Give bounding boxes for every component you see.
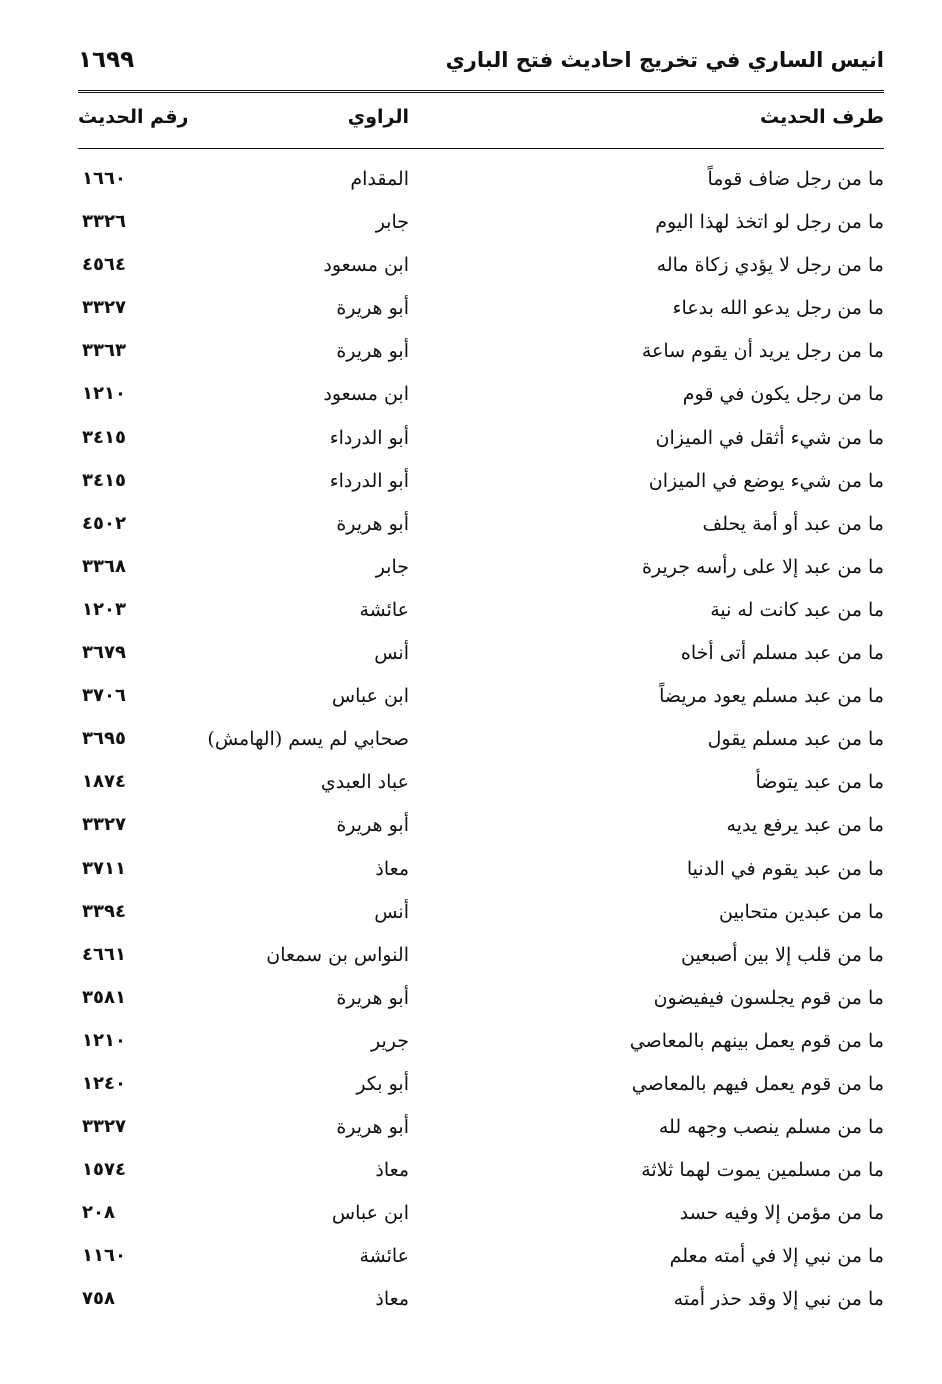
narrator-name: ابن عباس bbox=[331, 685, 409, 708]
hadith-number: ٣٣٢٧ bbox=[82, 814, 126, 836]
hadith-number: ٣٦٧٩ bbox=[82, 642, 126, 664]
table-row bbox=[78, 332, 884, 375]
hadith-number: ١٢٠٣ bbox=[82, 598, 126, 620]
hadith-text: ما من رجل لا يؤدي زكاة ماله bbox=[656, 254, 884, 277]
narrator-name: عائشة bbox=[359, 1245, 409, 1268]
hadith-text: ما من رجل يكون في قوم bbox=[682, 383, 884, 406]
narrator-name: أبو هريرة bbox=[336, 512, 409, 535]
table-row bbox=[78, 375, 884, 418]
table-row bbox=[78, 1151, 884, 1194]
hadith-text: ما من قوم يعمل فيهم بالمعاصي bbox=[631, 1072, 884, 1095]
narrator-name: ابن عباس bbox=[331, 1202, 409, 1225]
table-row bbox=[78, 419, 884, 462]
narrator-name: جابر bbox=[375, 555, 409, 578]
hadith-number: ٧٥٨ bbox=[82, 1288, 115, 1310]
hadith-text: ما من عبد مسلم يقول bbox=[707, 728, 884, 751]
table-row bbox=[78, 677, 884, 720]
hadith-number: ٣٤١٥ bbox=[82, 426, 126, 448]
narrator-name: صحابي لم يسم (الهامش) bbox=[207, 728, 409, 751]
hadith-number: ٣٤١٥ bbox=[82, 469, 126, 491]
hadith-number: ٢٠٨ bbox=[82, 1202, 115, 1224]
narrator-name: أنس bbox=[374, 642, 409, 665]
hadith-text: ما من رجل ضاف قوماً bbox=[707, 168, 884, 190]
hadith-number: ٣٧٠٦ bbox=[82, 685, 126, 707]
hadith-number: ٤٦٦١ bbox=[82, 943, 126, 965]
hadith-number: ١٦٦٠ bbox=[82, 168, 126, 189]
narrator-name: ابن مسعود bbox=[323, 383, 409, 406]
hadith-number: ١٢١٠ bbox=[82, 383, 126, 405]
hadith-text: ما من قوم يعمل بينهم بالمعاصي bbox=[629, 1029, 884, 1052]
table-row bbox=[78, 1194, 884, 1237]
hadith-text: ما من عبد يرفع يديه bbox=[726, 814, 884, 837]
hadith-text: ما من قوم يجلسون فيفيضون bbox=[653, 986, 884, 1009]
page-number: ١٦٩٩ bbox=[78, 47, 135, 73]
narrator-name: أبو هريرة bbox=[336, 986, 409, 1009]
narrator-name: المقدام bbox=[350, 168, 409, 190]
hadith-text: ما من نبي إلا في أمته معلم bbox=[669, 1245, 884, 1268]
hadith-number: ٣٥٨١ bbox=[82, 986, 126, 1008]
hadith-text: ما من عبد كانت له نية bbox=[710, 598, 884, 621]
hadith-text: ما من شيء أثقل في الميزان bbox=[655, 426, 884, 449]
narrator-name: جابر bbox=[375, 211, 409, 234]
table-row bbox=[78, 289, 884, 332]
column-header-narrator: الراوي bbox=[347, 106, 409, 128]
hadith-text: ما من عبد مسلم أتى أخاه bbox=[680, 642, 884, 665]
narrator-name: جرير bbox=[371, 1029, 409, 1052]
hadith-text: ما من عبد أو أمة يحلف bbox=[702, 512, 884, 535]
table-row bbox=[78, 634, 884, 677]
table-row bbox=[78, 1065, 884, 1108]
hadith-text: ما من مسلم ينصب وجهه لله bbox=[658, 1116, 884, 1139]
hadith-text: ما من عبد يقوم في الدنيا bbox=[686, 857, 884, 880]
hadith-number: ١١٦٠ bbox=[82, 1245, 126, 1267]
narrator-name: معاذ bbox=[375, 1159, 409, 1182]
table-row bbox=[78, 720, 884, 763]
hadith-number: ٤٥٠٢ bbox=[82, 512, 126, 534]
table-row bbox=[78, 1108, 884, 1151]
hadith-text: ما من عبد مسلم يعود مريضاً bbox=[659, 685, 884, 708]
narrator-name: معاذ bbox=[375, 857, 409, 880]
narrator-name: عباد العبدي bbox=[320, 771, 409, 794]
narrator-name: أبو هريرة bbox=[336, 297, 409, 320]
hadith-number: ١٢٤٠ bbox=[82, 1072, 126, 1094]
narrator-name: أبو بكر bbox=[356, 1072, 409, 1095]
book-title: انيس الساري في تخريج احاديث فتح الباري bbox=[445, 48, 884, 72]
table-row bbox=[78, 462, 884, 505]
table-row bbox=[78, 893, 884, 936]
narrator-name: أنس bbox=[374, 900, 409, 923]
hadith-text: ما من رجل لو اتخذ لهذا اليوم bbox=[655, 211, 884, 234]
hadith-number: ٣٣٦٨ bbox=[82, 555, 126, 577]
hadith-text: ما من مؤمن إلا وفيه حسد bbox=[679, 1202, 884, 1225]
narrator-name: عائشة bbox=[359, 598, 409, 621]
narrator-name: أبو الدرداء bbox=[329, 469, 409, 492]
narrator-name: ابن مسعود bbox=[323, 254, 409, 277]
header-divider bbox=[78, 90, 884, 93]
hadith-text: ما من مسلمين يموت لهما ثلاثة bbox=[641, 1159, 884, 1182]
table-row bbox=[78, 548, 884, 591]
hadith-text: ما من عبد إلا على رأسه جريرة bbox=[642, 555, 884, 578]
table-row bbox=[78, 246, 884, 289]
hadith-text: ما من رجل يدعو الله بدعاء bbox=[672, 297, 884, 320]
column-header-number: رقم الحديث bbox=[78, 106, 189, 128]
table-row bbox=[78, 1280, 884, 1323]
hadith-number: ٣٣٢٦ bbox=[82, 211, 126, 233]
hadith-number: ٣٦٩٥ bbox=[82, 728, 126, 750]
column-header-hadith: طرف الحديث bbox=[760, 106, 884, 128]
hadith-number: ١٨٧٤ bbox=[82, 771, 126, 793]
narrator-name: أبو الدرداء bbox=[329, 426, 409, 449]
hadith-number: ٣٣٩٤ bbox=[82, 900, 126, 922]
table-row bbox=[78, 850, 884, 893]
table-header-divider bbox=[78, 148, 884, 149]
hadith-index-table bbox=[78, 160, 884, 1324]
hadith-number: ٣٣٢٧ bbox=[82, 297, 126, 319]
hadith-text: ما من رجل يريد أن يقوم ساعة bbox=[641, 340, 884, 363]
table-row bbox=[78, 505, 884, 548]
table-row bbox=[78, 936, 884, 979]
hadith-text: ما من عبد يتوضأ bbox=[755, 771, 884, 794]
table-row bbox=[78, 160, 884, 203]
table-row bbox=[78, 763, 884, 806]
hadith-number: ٣٣٦٣ bbox=[82, 340, 126, 362]
hadith-number: ٣٣٢٧ bbox=[82, 1116, 126, 1138]
narrator-name: أبو هريرة bbox=[336, 814, 409, 837]
table-row bbox=[78, 979, 884, 1022]
narrator-name: معاذ bbox=[375, 1288, 409, 1311]
narrator-name: النواس بن سمعان bbox=[266, 943, 409, 966]
table-row bbox=[78, 591, 884, 634]
hadith-number: ١٢١٠ bbox=[82, 1029, 126, 1051]
hadith-text: ما من نبي إلا وقد حذر أمته bbox=[673, 1288, 884, 1311]
narrator-name: أبو هريرة bbox=[336, 340, 409, 363]
table-row bbox=[78, 1022, 884, 1065]
table-row bbox=[78, 203, 884, 246]
table-row bbox=[78, 806, 884, 849]
page-header bbox=[78, 40, 884, 80]
hadith-number: ٣٧١١ bbox=[82, 857, 126, 879]
hadith-text: ما من عبدين متحابين bbox=[719, 900, 884, 923]
table-row bbox=[78, 1237, 884, 1280]
hadith-text: ما من شيء يوضع في الميزان bbox=[648, 469, 884, 492]
table-header bbox=[78, 106, 884, 140]
narrator-name: أبو هريرة bbox=[336, 1116, 409, 1139]
hadith-text: ما من قلب إلا بين أصبعين bbox=[681, 943, 884, 966]
hadith-number: ١٥٧٤ bbox=[82, 1159, 126, 1181]
hadith-number: ٤٥٦٤ bbox=[82, 254, 126, 276]
